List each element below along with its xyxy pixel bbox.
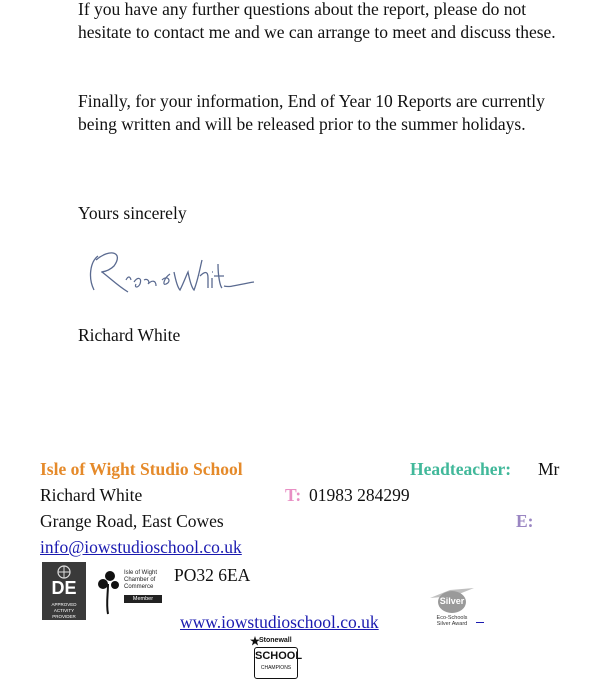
school-name: Isle of Wight Studio School xyxy=(40,459,243,479)
eco-line-2: Silver Award xyxy=(436,621,468,627)
flower-icon xyxy=(96,568,122,616)
headteacher-name: Richard White xyxy=(40,485,143,505)
website-link[interactable]: www.iowstudioschool.co.uk xyxy=(180,612,379,632)
email-label: E: xyxy=(516,511,534,531)
handwritten-signature xyxy=(80,242,260,302)
headteacher-prefix: Mr xyxy=(538,459,560,479)
email-link[interactable]: info@iowstudioschool.co.uk xyxy=(40,537,242,557)
paragraph-year10-reports: Finally, for your information, End of Year 10 Reports are currently being written and will be released prior to the summer holidays. xyxy=(78,91,545,134)
eco-line-1: Eco-Schools xyxy=(436,615,468,621)
chamber-line-1: Isle of Wight xyxy=(124,570,158,576)
dofe-mark: DE xyxy=(51,578,77,598)
stonewall-line-3: CHAMPIONS xyxy=(260,665,292,671)
paragraph-further-questions: If you have any further questions about the report, please do not hesitate to contact me and we can arrange to meet and discuss these. xyxy=(78,0,556,42)
headteacher-label: Headteacher: xyxy=(410,459,512,479)
dofe-caption: APPROVED ACTIVITY PROVIDER xyxy=(51,602,77,619)
eco-award-level: Silver xyxy=(439,596,465,606)
phone-number: 01983 284299 xyxy=(309,485,410,505)
stonewall-line-2: SCHOOL xyxy=(255,650,303,662)
closing-salutation: Yours sincerely xyxy=(78,203,187,223)
stonewall-badge xyxy=(254,647,303,679)
signer-name: Richard White xyxy=(78,325,181,345)
address: Grange Road, East Cowes xyxy=(40,511,224,531)
chamber-of-commerce-logo xyxy=(96,568,164,616)
dofe-logo xyxy=(42,562,86,620)
eco-schools-logo xyxy=(424,586,480,630)
postcode: PO32 6EA xyxy=(174,565,251,585)
phone-label: T: xyxy=(285,485,302,505)
member-badge: Member xyxy=(124,595,162,603)
chamber-line-2: Chamber of xyxy=(124,577,156,583)
chamber-line-3: Commerce xyxy=(124,584,154,590)
stonewall-logo xyxy=(250,636,303,680)
stonewall-line-1: Stonewall xyxy=(259,637,292,644)
